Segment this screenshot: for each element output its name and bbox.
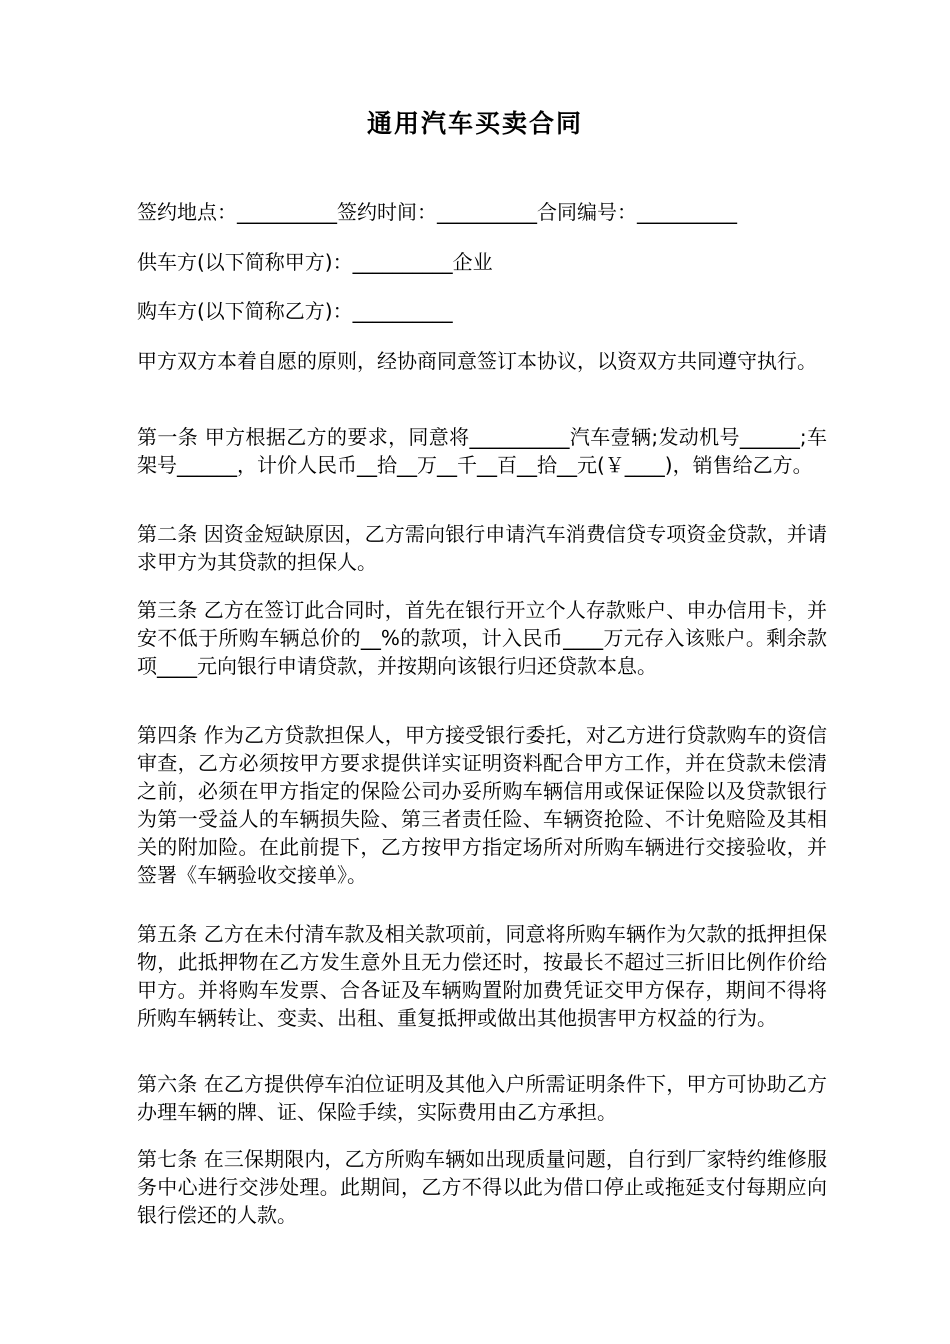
article-2: 第二条 因资金短缺原因，乙方需向银行申请汽车消费信贷专项资金贷款，并请求甲方为其贷款的担保人。 [137,522,827,574]
article-3: 第三条 乙方在签订此合同时，首先在银行开立个人存款账户、申办信用卡，并安不低于所购车辆总价的__%的款项，计入民币____万元存入该账户。剩余款项____元向银行申请贷款，并按期向该银行归还贷款本息。 [137,598,827,678]
article-7: 第七条 在三保期限内，乙方所购车辆如出现质量问题，自行到厂家特约维修服务中心进行交涉处理。此期间，乙方不得以此为借口停止或拖延支付每期应向银行偿还的人款。 [137,1147,827,1227]
header-line: 签约地点：__________签约时间：__________合同编号：__________ [137,200,737,224]
buyer-line: 购车方(以下简称乙方)：__________ [137,299,453,323]
document-title: 通用汽车买卖合同 [366,109,583,138]
article-6: 第六条 在乙方提供停车泊位证明及其他入户所需证明条件下，甲方可协助乙方办理车辆的牌、证、保险手续，实际费用由乙方承担。 [137,1072,827,1124]
article-4: 第四条 作为乙方贷款担保人，甲方接受银行委托，对乙方进行贷款购车的资信审查，乙方必须按甲方要求提供详实证明资料配合甲方工作，并在贷款未偿清之前，必须在甲方指定的保险公司办妥所购车辆信用或保证保险以及贷款银行为第一受益人的车辆损失险、第三者责任险、车辆资抢险、不计免赔险及其相关的附加险。在此前提下，乙方按甲方指定场所对所购车辆进行交接验收，并签署《车辆验收交接单》。 [137,723,827,887]
article-5: 第五条 乙方在未付清车款及相关款项前，同意将所购车辆作为欠款的抵押担保物，此抵押物在乙方发生意外且无力偿还时，按最长不超过三折旧比例作价给甲方。并将购车发票、合各证及车辆购置附加费凭证交甲方保存，期间不得将所购车辆转让、变卖、出租、重复抵押或做出其他损害甲方权益的行为。 [137,922,827,1030]
article-1: 第一条 甲方根据乙方的要求，同意将__________汽车壹辆;发动机号______;车架号______，计价人民币__拾__万__千__百__拾__元(￥____)，销售给乙方。 [137,425,827,477]
seller-line: 供车方(以下简称甲方)：__________企业 [137,250,493,274]
intro-paragraph: 甲方双方本着自愿的原则，经协商同意签订本协议，以资双方共同遵守执行。 [137,349,817,373]
